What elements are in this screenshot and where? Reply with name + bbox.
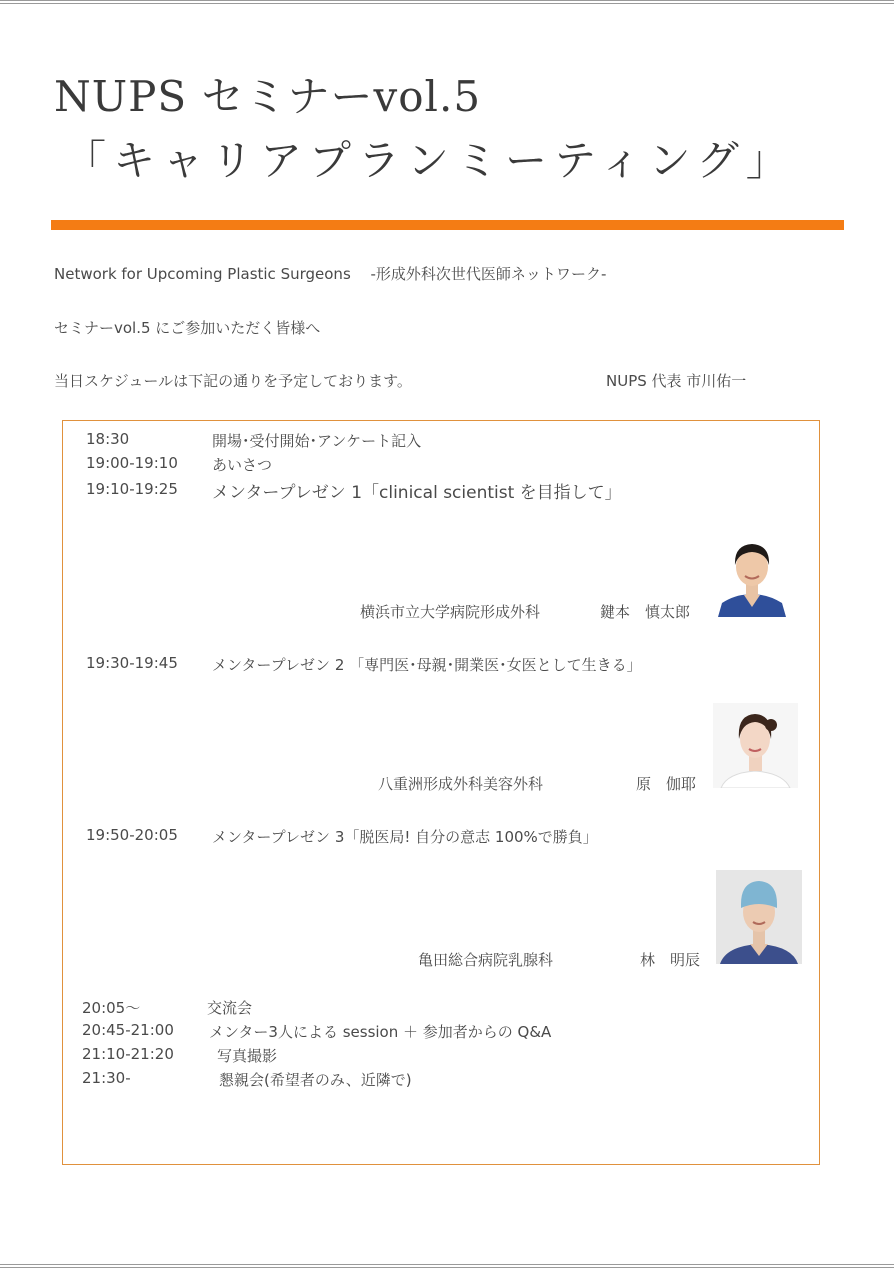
speaker-affiliation: 亀田総合病院乳腺科 — [418, 951, 554, 969]
schedule-time: 18:30 — [86, 430, 130, 448]
schedule-desc: メンター3人による session ＋ 参加者からの Q&A — [209, 1023, 552, 1041]
greeting: セミナーvol.5 にご参加いただく皆様へ — [54, 319, 321, 337]
speaker-name: 林 明辰 — [640, 951, 701, 969]
representative: NUPS 代表 市川佑一 — [606, 372, 747, 390]
schedule-desc: メンタープレゼン 1「clinical scientist を目指して」 — [212, 483, 622, 503]
schedule-time: 20:05～ — [82, 999, 141, 1017]
schedule-desc: メンタープレゼン 2 「専門医･母親･開業医･女医として生きる」 — [212, 656, 642, 674]
page-title-line2: 「キャリアプランミーティング」 — [64, 136, 795, 185]
schedule-time: 21:30- — [82, 1069, 131, 1087]
speaker-affiliation: 横浜市立大学病院形成外科 — [360, 603, 541, 621]
top-border — [0, 0, 894, 4]
schedule-time: 19:10-19:25 — [86, 480, 178, 498]
schedule-time: 19:00-19:10 — [86, 454, 178, 472]
schedule-note: 当日スケジュールは下記の通りを予定しております。 — [54, 372, 412, 390]
accent-bar — [51, 220, 844, 230]
schedule-time: 20:45-21:00 — [82, 1021, 174, 1039]
speaker-affiliation: 八重洲形成外科美容外科 — [378, 775, 544, 793]
speaker-name: 原 伽耶 — [636, 775, 697, 793]
schedule-desc: 交流会 — [207, 999, 253, 1017]
schedule-time: 19:30-19:45 — [86, 654, 178, 672]
schedule-desc: 写真撮影 — [217, 1047, 278, 1065]
schedule-desc: あいさつ — [212, 456, 273, 474]
schedule-time: 19:50-20:05 — [86, 826, 178, 844]
page-title-line1: NUPS セミナーvol.5 — [54, 72, 482, 121]
speaker-photo-woman — [713, 703, 798, 788]
schedule-time: 21:10-21:20 — [82, 1045, 174, 1063]
schedule-desc: 懇親会(希望者のみ、近隣で) — [219, 1071, 412, 1089]
network-subtitle: Network for Upcoming Plastic Surgeons -形成外科次世代医師ネットワーク- — [54, 265, 607, 283]
schedule-desc: 開場･受付開始･アンケート記入 — [212, 432, 422, 450]
schedule-desc: メンタープレゼン 3「脱医局! 自分の意志 100%で勝負」 — [212, 828, 598, 846]
speaker-name: 鍵本 慎太郎 — [600, 603, 691, 621]
speaker-photo-man — [718, 537, 786, 617]
speaker-photo-surgeon — [716, 870, 802, 964]
bottom-border — [0, 1264, 894, 1268]
